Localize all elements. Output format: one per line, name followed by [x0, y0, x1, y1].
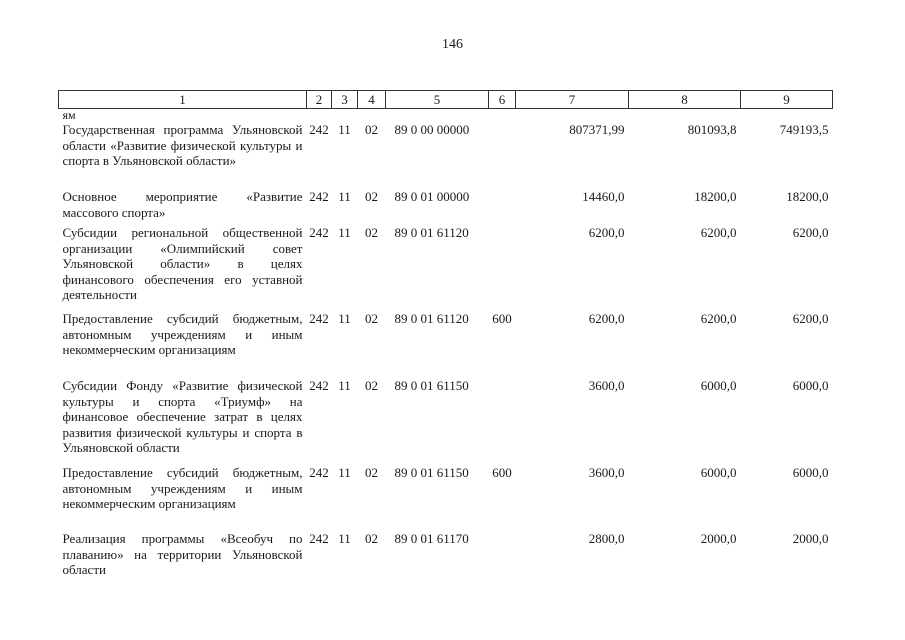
cell-col9: 6200,0: [792, 311, 829, 326]
cell-col6: [489, 189, 516, 225]
row-name: Предоставление субсидий бюджетным, автономным учреждениям и иным некоммерческим организациям: [62, 311, 303, 357]
cell-col6: 600: [492, 311, 512, 326]
table-row: [59, 311, 833, 378]
cell-col7: 2800,0: [588, 531, 625, 546]
table-row: [59, 531, 833, 581]
header-cell: 8: [629, 91, 741, 109]
cell-col4: 02: [365, 311, 378, 326]
cell-col9: 6200,0: [792, 225, 829, 240]
table-row: [59, 225, 833, 311]
cell-col2: 242: [309, 189, 329, 204]
cell-col9: 6000,0: [792, 378, 829, 393]
header-cell: 5: [386, 91, 489, 109]
cell-col8: 6000,0: [700, 378, 737, 393]
cell-col4: 02: [365, 189, 378, 204]
row-name: Субсидии Фонду «Развитие физической культуры и спорта «Триумф» на финансовое обеспечение затрат в целях развития физической культуры и спорта в Ульяновской области: [62, 378, 303, 455]
cell-col6: 600: [492, 465, 512, 480]
cell-col6: [489, 122, 516, 189]
cell-col7: 6200,0: [588, 225, 625, 240]
cell-col7: 14460,0: [582, 189, 625, 204]
cell-col8: 801093,8: [687, 122, 737, 137]
cell-col7: 807371,99: [569, 122, 625, 137]
cell-col3: 11: [338, 465, 351, 480]
cell-col7: 3600,0: [588, 378, 625, 393]
cell-col5: 89 0 01 61170: [394, 531, 469, 546]
cell-col4: 02: [365, 225, 378, 240]
continuation-row: [59, 109, 833, 123]
table-row: [59, 189, 833, 225]
cell-col2: 242: [309, 311, 329, 326]
header-cell: 6: [489, 91, 516, 109]
header-cell: 4: [358, 91, 386, 109]
cell-col2: 242: [309, 465, 329, 480]
cell-col3: 11: [338, 225, 351, 240]
header-row: [59, 91, 833, 109]
cell-col3: 11: [338, 122, 351, 137]
cell-col9: 18200,0: [786, 189, 829, 204]
cell-col5: 89 0 01 61150: [394, 465, 469, 480]
cell-col8: 2000,0: [700, 531, 737, 546]
cell-col4: 02: [365, 122, 378, 137]
cell-col4: 02: [365, 531, 378, 546]
cell-col8: 6000,0: [700, 465, 737, 480]
row-name: Предоставление субсидий бюджетным, автономным учреждениям и иным некоммерческим организациям: [62, 465, 303, 511]
header-cell: 3: [332, 91, 358, 109]
header-cell: 1: [59, 91, 307, 109]
table-row: [59, 378, 833, 465]
cell-col3: 11: [338, 189, 351, 204]
cell-col2: 242: [309, 225, 329, 240]
header-cell: 2: [307, 91, 332, 109]
row-name: Реализация программы «Всеобуч по плаванию» на территории Ульяновской области: [62, 531, 303, 577]
cell-col9: 2000,0: [792, 531, 829, 546]
cell-col3: 11: [338, 311, 351, 326]
cell-col3: 11: [338, 531, 351, 546]
cell-col2: 242: [309, 531, 329, 546]
cell-col6: [489, 531, 516, 581]
cell-col8: 6200,0: [700, 311, 737, 326]
cell-col6: [489, 225, 516, 311]
cell-col9: 6000,0: [792, 465, 829, 480]
cell-col2: 242: [309, 378, 329, 393]
cell-col5: 89 0 01 61150: [394, 378, 469, 393]
page-number: 146: [442, 37, 463, 52]
cell-col5: 89 0 00 00000: [394, 122, 470, 137]
cell-col8: 18200,0: [694, 189, 737, 204]
continuation-text: ям: [62, 108, 76, 122]
cell-col3: 11: [338, 378, 351, 393]
row-name: Субсидии региональной общественной организации «Олимпийский совет Ульяновской области» в целях финансового обеспечения его уставной деятельности: [62, 225, 303, 302]
cell-col5: 89 0 01 61120: [394, 225, 469, 240]
cell-col2: 242: [309, 122, 329, 137]
cell-col5: 89 0 01 00000: [394, 189, 470, 204]
header-cell: 9: [741, 91, 833, 109]
header-cell: 7: [516, 91, 629, 109]
cell-col7: 6200,0: [588, 311, 625, 326]
cell-col5: 89 0 01 61120: [394, 311, 469, 326]
row-name: Основное мероприятие «Развитие массового спорта»: [62, 189, 303, 220]
cell-col7: 3600,0: [588, 465, 625, 480]
cell-col8: 6200,0: [700, 225, 737, 240]
budget-table: [58, 90, 833, 581]
table-row: [59, 465, 833, 531]
cell-col9: 749193,5: [779, 122, 829, 137]
row-name: Государственная программа Ульяновской области «Развитие физической культуры и спорта в Ульяновской области»: [62, 122, 303, 168]
cell-col4: 02: [365, 465, 378, 480]
table-row: [59, 122, 833, 189]
cell-col6: [489, 378, 516, 465]
cell-col4: 02: [365, 378, 378, 393]
